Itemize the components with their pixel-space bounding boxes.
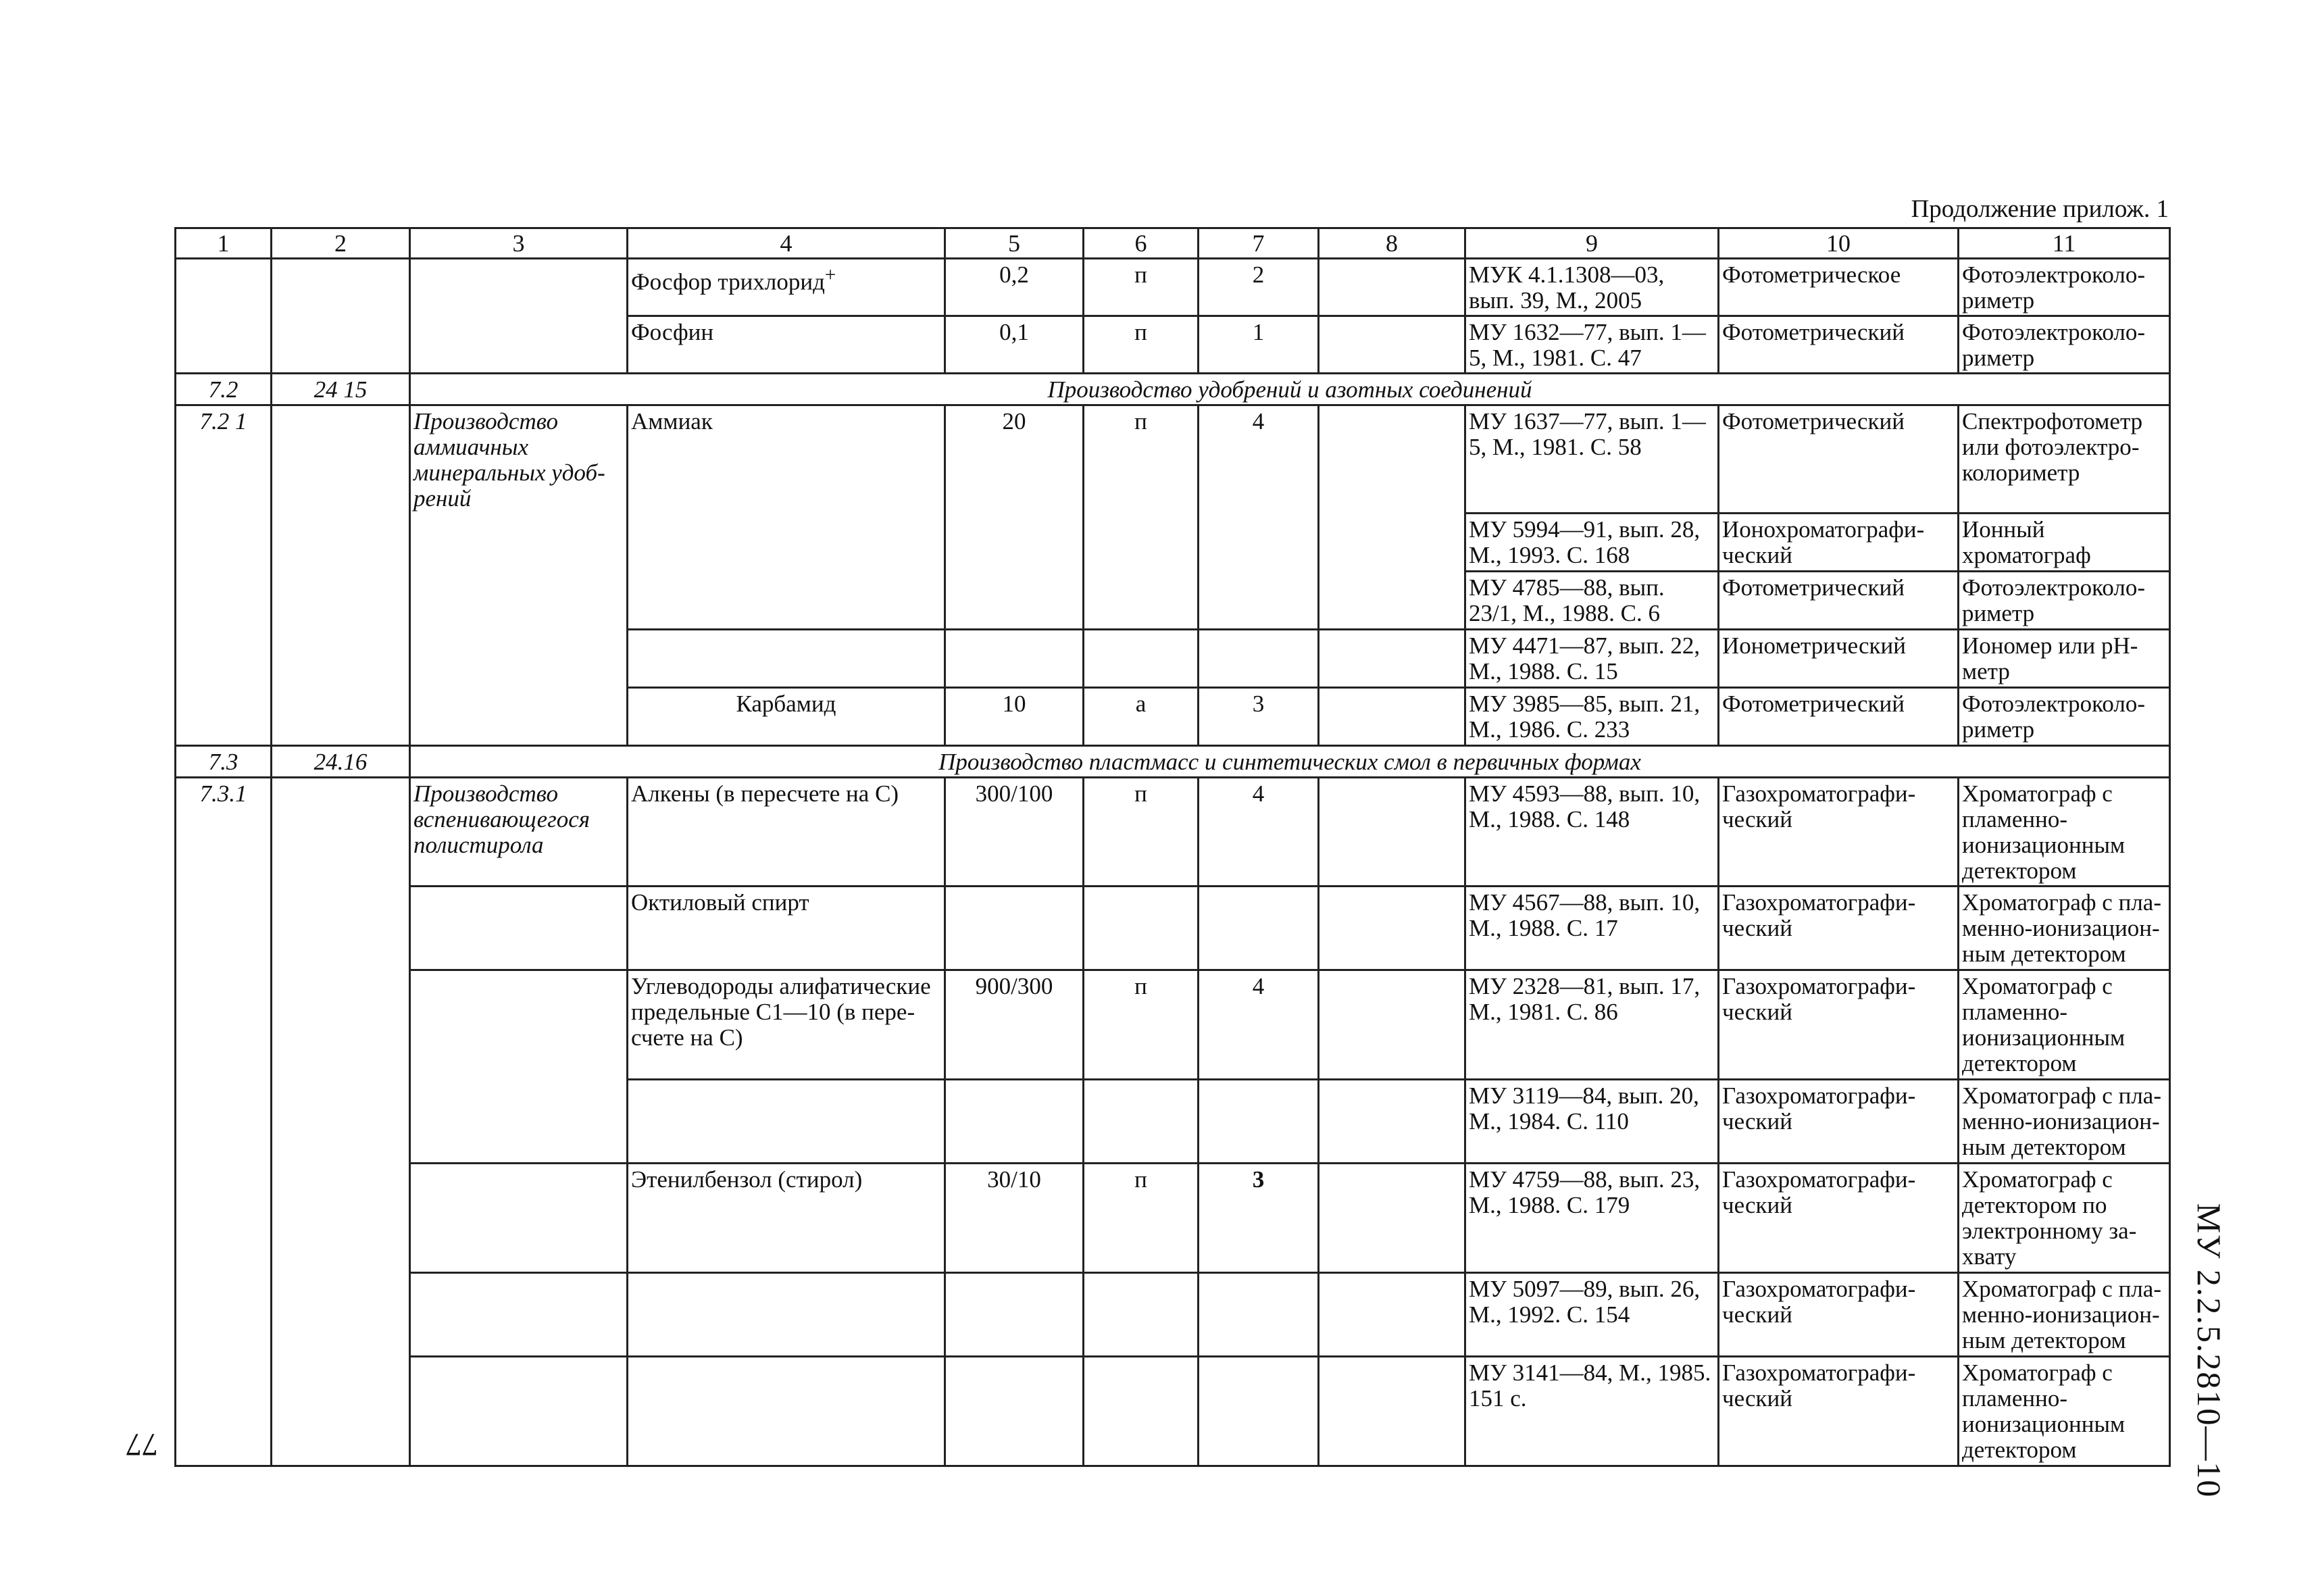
cell-method: Газохроматографический — [1719, 970, 1959, 1080]
cell-method: Фотометрический — [1719, 688, 1959, 746]
cell-document: МУ 4785—88, вып. 23/1, М., 1988. С. 6 — [1465, 572, 1719, 630]
cell-instrument: Ионный хроматограф — [1959, 514, 2170, 572]
cell-substance: Карбамид — [628, 688, 945, 746]
cell-code: 7.3.1 — [176, 778, 272, 1466]
table-row — [176, 259, 2170, 316]
table-row — [176, 1357, 2170, 1466]
cell-substance: Алкены (в пересчете на С) — [628, 778, 945, 887]
cell-state — [1084, 887, 1199, 970]
col-header: 2 — [272, 228, 410, 259]
cell-document: МУ 1637—77, вып. 1—5, М., 1981. С. 58 — [1465, 405, 1719, 514]
cell-empty — [1319, 970, 1465, 1080]
cell-instrument: Фотоэлектроколориметр — [1959, 259, 2170, 316]
table-row — [176, 1164, 2170, 1273]
cell-empty — [1319, 259, 1465, 316]
cell-production: Производство аммиачных минеральных удобрений — [410, 405, 628, 746]
cell-document: МУ 4759—88, вып. 23, М., 1988. С. 179 — [1465, 1164, 1719, 1273]
data-table — [174, 227, 2171, 1467]
cell-method: Газохроматографический — [1719, 1357, 1959, 1466]
cell-state: п — [1084, 1164, 1199, 1273]
cell-okved — [272, 405, 410, 746]
cell-document: МУ 4593—88, вып. 10, М., 1988. С. 148 — [1465, 778, 1719, 887]
cell-method: Газохроматографический — [1719, 1273, 1959, 1357]
cell-empty — [1319, 316, 1465, 374]
cell-instrument: Иономер или рН-метр — [1959, 630, 2170, 688]
cell-production — [410, 887, 628, 970]
cell-state: п — [1084, 405, 1199, 630]
cell-state: п — [1084, 778, 1199, 887]
cell-method: Фотометрический — [1719, 572, 1959, 630]
cell-empty — [1319, 688, 1465, 746]
cell-code — [176, 259, 272, 374]
col-header: 7 — [1199, 228, 1319, 259]
cell-document: МУ 5994—91, вып. 28, М., 1993. С. 168 — [1465, 514, 1719, 572]
cell-state: а — [1084, 688, 1199, 746]
cell-method: Ионометрический — [1719, 630, 1959, 688]
cell-state: п — [1084, 259, 1199, 316]
cell-empty — [1319, 1164, 1465, 1273]
table-row — [176, 887, 2170, 970]
col-header: 9 — [1465, 228, 1719, 259]
cell-method: Ионохроматографический — [1719, 514, 1959, 572]
cell-value — [945, 630, 1084, 688]
cell-value — [945, 1080, 1084, 1164]
section-okved: 24 15 — [272, 374, 410, 405]
cell-instrument: Хроматограф с пламенно-ионизационным детектором — [1959, 1357, 2170, 1466]
cell-empty — [1319, 1273, 1465, 1357]
cell-value: 900/300 — [945, 970, 1084, 1080]
col-header: 1 — [176, 228, 272, 259]
cell-method: Газохроматографический — [1719, 1080, 1959, 1164]
page-number-text: 77 — [126, 1426, 158, 1462]
col-header: 10 — [1719, 228, 1959, 259]
document-code — [2169, 1203, 2243, 1499]
continuation-note: Продолжение прилож. 1 — [1911, 195, 2169, 223]
col-header: 3 — [410, 228, 628, 259]
cell-value: 0,1 — [945, 316, 1084, 374]
cell-production — [410, 1273, 628, 1357]
cell-method: Фотометрический — [1719, 405, 1959, 514]
cell-document: МУК 4.1.1308—03, вып. 39, М., 2005 — [1465, 259, 1719, 316]
cell-instrument: Спектрофотометр или фотоэлектроколориметр — [1959, 405, 2170, 514]
cell-instrument: Хроматограф с пламенно-ионизационным детектором — [1959, 1273, 2170, 1357]
cell-production — [410, 970, 628, 1164]
cell-method: Газохроматографический — [1719, 1164, 1959, 1273]
cell-value: 0,2 — [945, 259, 1084, 316]
cell-instrument: Хроматограф с пламенно-ионизационным детектором — [1959, 887, 2170, 970]
table-row — [176, 405, 2170, 514]
cell-substance — [628, 630, 945, 688]
cell-substance: Углеводороды алифатические предельные С1—10 (в пересчете на С) — [628, 970, 945, 1080]
cell-class: 4 — [1199, 405, 1319, 630]
cell-document: МУ 3141—84, М., 1985. 151 с. — [1465, 1357, 1719, 1466]
cell-document: МУ 1632—77, вып. 1—5, М., 1981. С. 47 — [1465, 316, 1719, 374]
cell-document: МУ 2328—81, вып. 17, М., 1981. С. 86 — [1465, 970, 1719, 1080]
cell-class — [1199, 630, 1319, 688]
col-header: 4 — [628, 228, 945, 259]
cell-instrument: Хроматограф с пламенно-ионизационным детектором — [1959, 778, 2170, 887]
section-row — [176, 746, 2170, 778]
document-code-text: МУ 2.2.5.2810—10 — [2190, 1203, 2228, 1499]
cell-state: п — [1084, 316, 1199, 374]
cell-value: 30/10 — [945, 1164, 1084, 1273]
cell-substance — [628, 1273, 945, 1357]
section-title: Производство пластмасс и синтетических смол в первичных формах — [410, 746, 2170, 778]
cell-okved — [272, 778, 410, 1466]
cell-substance: Этенилбензол (стирол) — [628, 1164, 945, 1273]
cell-substance — [628, 259, 945, 316]
section-row — [176, 374, 2170, 405]
section-title: Производство удобрений и азотных соединений — [410, 374, 2170, 405]
cell-method: Газохроматографический — [1719, 887, 1959, 970]
cell-method: Фотометрический — [1719, 316, 1959, 374]
cell-code: 7.2 1 — [176, 405, 272, 746]
cell-instrument: Фотоэлектроколориметр — [1959, 688, 2170, 746]
cell-document: МУ 3985—85, вып. 21, М., 1986. С. 233 — [1465, 688, 1719, 746]
cell-empty — [1319, 887, 1465, 970]
cell-production — [410, 259, 628, 374]
table-row — [176, 778, 2170, 887]
cell-document: МУ 3119—84, вып. 20, М., 1984. С. 110 — [1465, 1080, 1719, 1164]
cell-substance — [628, 1080, 945, 1164]
cell-class: 3 — [1199, 1164, 1319, 1273]
substance-mark: + — [824, 264, 836, 286]
col-header: 6 — [1084, 228, 1199, 259]
col-header: 8 — [1319, 228, 1465, 259]
cell-class — [1199, 1080, 1319, 1164]
cell-state: п — [1084, 970, 1199, 1080]
cell-state — [1084, 630, 1199, 688]
cell-document: МУ 4471—87, вып. 22, М., 1988. С. 15 — [1465, 630, 1719, 688]
col-header: 11 — [1959, 228, 2170, 259]
cell-substance: Фосфин — [628, 316, 945, 374]
section-okved: 24.16 — [272, 746, 410, 778]
section-code: 7.2 — [176, 374, 272, 405]
cell-instrument: Хроматограф с пламенно-ионизационным детектором — [1959, 970, 2170, 1080]
cell-state — [1084, 1273, 1199, 1357]
cell-value: 10 — [945, 688, 1084, 746]
table-row — [176, 970, 2170, 1080]
cell-instrument: Хроматограф с пламенно-ионизационным детектором — [1959, 1080, 2170, 1164]
cell-empty — [1319, 1357, 1465, 1466]
cell-production — [410, 1164, 628, 1273]
cell-production: Производство вспенивающегося полистирола — [410, 778, 628, 887]
cell-empty — [1319, 405, 1465, 630]
cell-state — [1084, 1357, 1199, 1466]
substance-name: Фосфор трихлорид — [631, 268, 825, 295]
cell-instrument: Хроматограф с детектором по электронному захвату — [1959, 1164, 2170, 1273]
col-header: 5 — [945, 228, 1084, 259]
cell-substance: Октиловый спирт — [628, 887, 945, 970]
cell-class: 3 — [1199, 688, 1319, 746]
cell-substance — [628, 1357, 945, 1466]
cell-instrument: Фотоэлектроколориметр — [1959, 316, 2170, 374]
cell-empty — [1319, 1080, 1465, 1164]
header-row — [176, 228, 2170, 259]
cell-class: 4 — [1199, 778, 1319, 887]
cell-substance: Аммиак — [628, 405, 945, 630]
cell-document: МУ 5097—89, вып. 26, М., 1992. С. 154 — [1465, 1273, 1719, 1357]
cell-empty — [1319, 778, 1465, 887]
cell-value: 300/100 — [945, 778, 1084, 887]
cell-class — [1199, 1273, 1319, 1357]
section-code: 7.3 — [176, 746, 272, 778]
cell-production — [410, 1357, 628, 1466]
cell-class — [1199, 887, 1319, 970]
cell-method: Фотометрическое — [1719, 259, 1959, 316]
cell-state — [1084, 1080, 1199, 1164]
cell-okved — [272, 259, 410, 374]
cell-document: МУ 4567—88, вып. 10, М., 1988. С. 17 — [1465, 887, 1719, 970]
table-row — [176, 1273, 2170, 1357]
cell-instrument: Фотоэлектроколориметр — [1959, 572, 2170, 630]
cell-class: 2 — [1199, 259, 1319, 316]
cell-value — [945, 1273, 1084, 1357]
cell-class: 4 — [1199, 970, 1319, 1080]
cell-value: 20 — [945, 405, 1084, 630]
page-number — [115, 1426, 169, 1466]
cell-value — [945, 887, 1084, 970]
cell-class — [1199, 1357, 1319, 1466]
cell-value — [945, 1357, 1084, 1466]
cell-class: 1 — [1199, 316, 1319, 374]
cell-method: Газохроматографический — [1719, 778, 1959, 887]
cell-empty — [1319, 630, 1465, 688]
